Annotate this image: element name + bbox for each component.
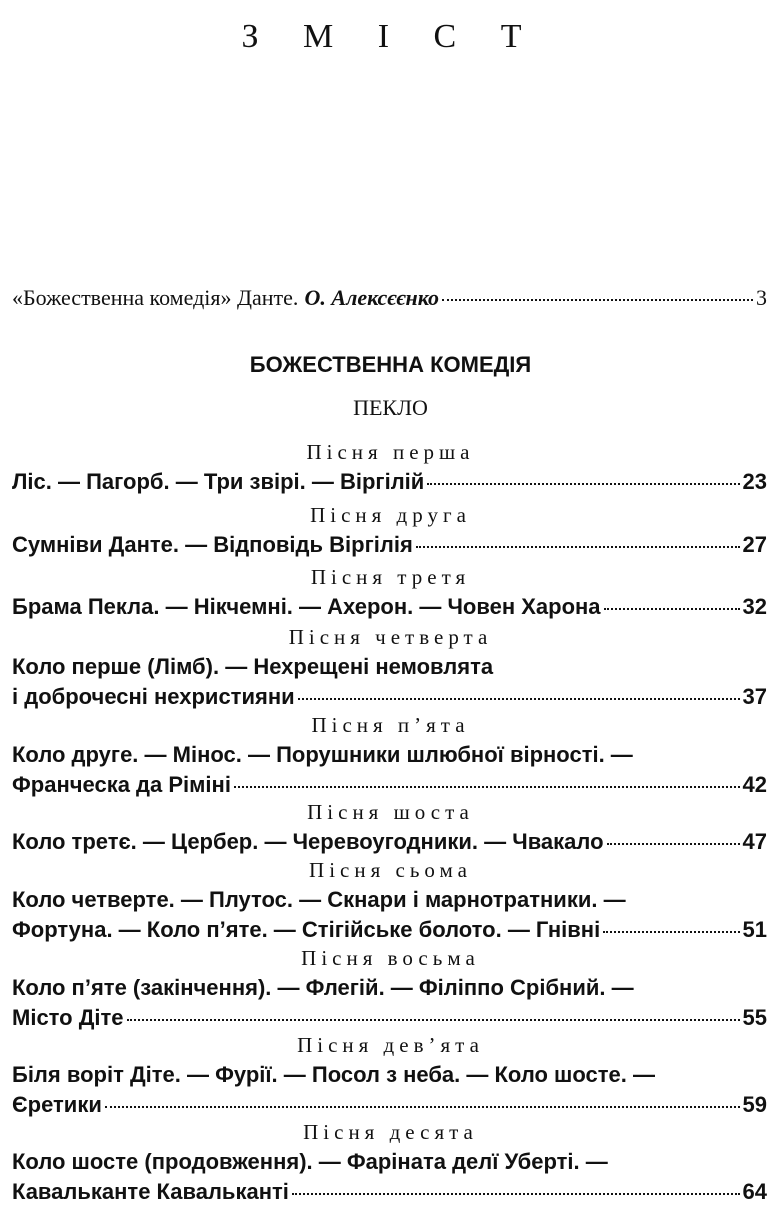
- entry-line: Коло п’яте (закінчення). — Флегій. — Філіппо Срібний. —: [12, 975, 634, 1000]
- toc-entry[interactable]: [12, 1060, 767, 1120]
- toc-entry[interactable]: [12, 1147, 767, 1207]
- leader-dots: [105, 1106, 740, 1108]
- entry-text: Єретики: [12, 1092, 102, 1117]
- leader-dots: [604, 608, 740, 610]
- entry-text: Фортуна. — Коло п’яте. — Стігійське болото. — Гнівні: [12, 917, 601, 942]
- leader-dots: [298, 698, 740, 700]
- canto-heading: Пісня п’ята: [311, 713, 470, 737]
- entry-text: Кавальканте Кавальканті: [12, 1179, 289, 1204]
- leader-dots: [416, 546, 740, 548]
- entry-line: Коло друге. — Мінос. — Порушники шлюбної вірності. —: [12, 742, 633, 767]
- leader-dots: [427, 483, 739, 485]
- page-number: 64: [742, 1179, 767, 1204]
- toc-entry[interactable]: [12, 467, 767, 497]
- part-title: ПЕКЛО: [353, 395, 428, 420]
- page-title: З М І С Т: [241, 18, 540, 55]
- entry-text: Коло третє. — Цербер. — Черевоугодники. — Чвакало: [12, 829, 604, 854]
- canto-heading: Пісня третя: [310, 565, 471, 589]
- page-number: 47: [742, 829, 767, 854]
- entry-text: Місто Діте: [12, 1005, 124, 1030]
- page-number: 32: [742, 594, 767, 619]
- leader-dots: [442, 299, 753, 301]
- canto-heading: Пісня дев’ята: [297, 1033, 484, 1057]
- page-number: 37: [742, 684, 767, 709]
- canto-heading: Пісня перша: [306, 440, 475, 464]
- toc-entry[interactable]: [12, 885, 767, 945]
- toc-entry-intro[interactable]: [12, 283, 767, 313]
- entry-line: Коло перше (Лімб). — Нехрещені немовлята: [12, 654, 494, 679]
- canto-heading: Пісня сьома: [309, 858, 472, 882]
- entry-text: Сумніви Данте. — Відповідь Віргілія: [12, 532, 413, 557]
- toc-entry[interactable]: [12, 530, 767, 560]
- page-number: 59: [742, 1092, 767, 1117]
- entry-text: Франческа да Ріміні: [12, 772, 231, 797]
- entry-line: Біля воріт Діте. — Фурії. — Посол з неба. — Коло шосте. —: [12, 1062, 656, 1087]
- canto-heading: Пісня восьма: [301, 946, 480, 970]
- toc-entry[interactable]: [12, 652, 767, 712]
- page-number: 42: [742, 772, 767, 797]
- entry-text: Брама Пекла. — Нікчемні. — Ахерон. — Човен Харона: [12, 594, 601, 619]
- entry-text: Ліс. — Пагорб. — Три звірі. — Віргілій: [12, 469, 425, 494]
- canto-heading: Пісня десята: [303, 1120, 478, 1144]
- page-number: 55: [742, 1005, 767, 1030]
- leader-dots: [127, 1019, 740, 1021]
- intro-title: «Божественна комедія» Данте.: [12, 285, 299, 310]
- page-number: 3: [756, 285, 767, 310]
- leader-dots: [607, 843, 740, 845]
- canto-heading: Пісня шоста: [307, 800, 474, 824]
- canto-heading: Пісня четверта: [288, 625, 493, 649]
- page-number: 23: [742, 469, 767, 494]
- canto-heading: Пісня друга: [310, 503, 471, 527]
- book-title: БОЖЕСТВЕННА КОМЕДІЯ: [249, 352, 532, 377]
- toc-entry[interactable]: [12, 592, 767, 622]
- page-number: 27: [742, 532, 767, 557]
- entry-line: Коло шосте (продовження). — Фаріната делї Уберті. —: [12, 1149, 608, 1174]
- toc-entry[interactable]: [12, 973, 767, 1033]
- leader-dots: [292, 1193, 740, 1195]
- entry-line: Коло четверте. — Плутос. — Скнари і марнотратники. —: [12, 887, 626, 912]
- leader-dots: [603, 931, 739, 933]
- intro-author: О. Алексєєнко: [304, 285, 440, 310]
- toc-entry[interactable]: [12, 827, 767, 857]
- toc-entry[interactable]: [12, 740, 767, 800]
- page-number: 51: [742, 917, 767, 942]
- leader-dots: [234, 786, 740, 788]
- entry-text: і доброчесні нехристияни: [12, 684, 295, 709]
